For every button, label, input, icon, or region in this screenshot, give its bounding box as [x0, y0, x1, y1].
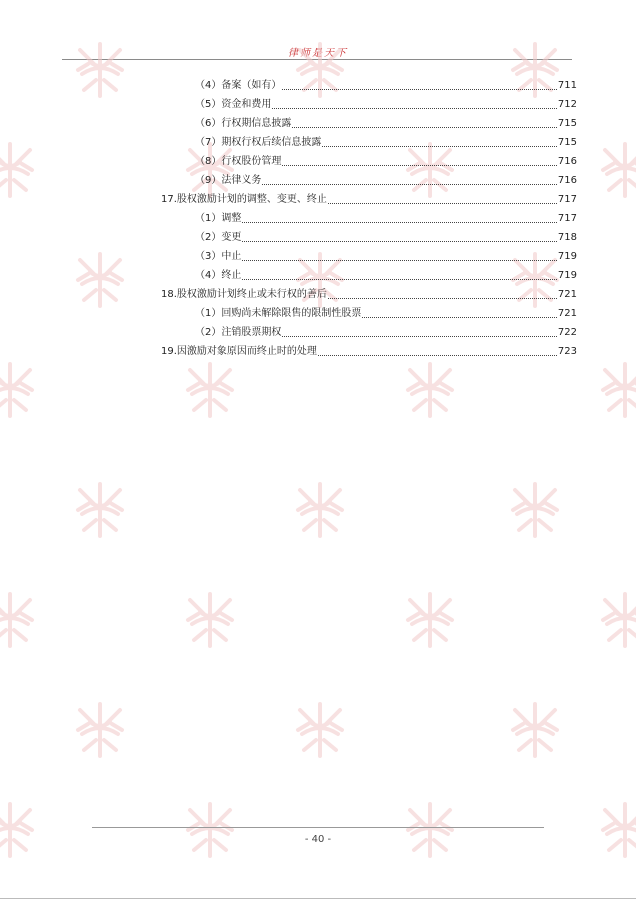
toc-entry-label: （2）变更	[195, 232, 242, 243]
watermark-icon	[180, 360, 240, 420]
toc-entry-page: 721	[557, 308, 577, 319]
toc-entry-page: 711	[557, 80, 577, 91]
toc-entry[interactable]	[195, 97, 577, 111]
toc-entry-page: 715	[557, 137, 577, 148]
toc-entry[interactable]	[195, 249, 577, 263]
toc-entry[interactable]	[161, 344, 577, 358]
footer-rule	[92, 827, 544, 828]
toc-leader-dots	[242, 221, 557, 223]
watermark-icon	[400, 140, 460, 200]
watermark-icon	[0, 140, 40, 200]
toc-entry-page: 712	[557, 99, 577, 110]
toc-entry-label: （2）注销股票期权	[195, 327, 282, 338]
watermark-icon	[595, 360, 636, 420]
toc-leader-dots	[362, 316, 557, 318]
watermark-icon	[180, 800, 240, 860]
toc-entry-page: 719	[557, 251, 577, 262]
toc-entry[interactable]	[195, 230, 577, 244]
page-bottom-edge	[0, 898, 636, 899]
toc-entry-label: （7）期权行权后续信息披露	[195, 137, 322, 148]
toc-leader-dots	[328, 297, 557, 299]
toc-entry-page: 717	[557, 194, 577, 205]
watermark-icon	[0, 590, 40, 650]
watermark-icon	[400, 590, 460, 650]
header-logo: 律师是天下	[288, 48, 348, 59]
toc-entry-page: 721	[557, 289, 577, 300]
watermark-icon	[290, 480, 350, 540]
toc-leader-dots	[292, 126, 557, 128]
toc-entry-label: （4）终止	[195, 270, 242, 281]
watermark-icon	[180, 590, 240, 650]
toc-entry-label: （1）调整	[195, 213, 242, 224]
toc-entry-page: 715	[557, 118, 577, 129]
toc-entry-label: 17.股权激励计划的调整、变更、终止	[161, 194, 327, 205]
toc-entry[interactable]	[195, 135, 577, 149]
toc-entry-page: 723	[557, 346, 577, 357]
toc-entry-label: （6）行权期信息披露	[195, 118, 292, 129]
toc-leader-dots	[318, 354, 557, 356]
toc-entry-label: （3）中止	[195, 251, 242, 262]
watermark-icon	[595, 590, 636, 650]
watermark-icon	[595, 800, 636, 860]
toc-entry[interactable]	[161, 192, 577, 206]
toc-entry[interactable]	[195, 116, 577, 130]
toc-leader-dots	[322, 145, 557, 147]
header-rule	[62, 59, 572, 60]
toc-leader-dots	[282, 335, 557, 337]
page-number: - 40 -	[304, 834, 332, 845]
toc-leader-dots	[282, 88, 557, 90]
toc-entry[interactable]	[195, 268, 577, 282]
toc-entry[interactable]	[195, 173, 577, 187]
watermark-icon	[0, 360, 40, 420]
toc-entry-page: 718	[557, 232, 577, 243]
toc-entry-page: 716	[557, 175, 577, 186]
toc-entry-label: （9）法律义务	[195, 175, 262, 186]
toc-entry[interactable]	[195, 78, 577, 92]
watermark-icon	[505, 700, 565, 760]
toc-leader-dots	[242, 259, 557, 261]
watermark-icon	[290, 700, 350, 760]
toc-entry-label: （4）备案（如有）	[195, 80, 282, 91]
toc-entry-label: 19.因激励对象原因而终止时的处理	[161, 346, 317, 357]
toc-entry-label: （5）资金和费用	[195, 99, 272, 110]
watermark-icon	[70, 700, 130, 760]
toc-entry-page: 716	[557, 156, 577, 167]
toc-entry-label: （1）回购尚未解除限售的限制性股票	[195, 308, 362, 319]
toc-entry-page: 717	[557, 213, 577, 224]
watermark-icon	[595, 140, 636, 200]
watermark-icon	[400, 800, 460, 860]
toc-leader-dots	[282, 164, 557, 166]
toc-leader-dots	[242, 240, 557, 242]
toc-entry-label: 18.股权激励计划终止或未行权的善后	[161, 289, 327, 300]
toc-entry-page: 722	[557, 327, 577, 338]
toc-entry[interactable]	[195, 306, 577, 320]
toc-entry[interactable]	[195, 211, 577, 225]
toc-entry[interactable]	[195, 325, 577, 339]
watermark-icon	[70, 480, 130, 540]
toc-entry[interactable]	[161, 287, 577, 301]
toc-leader-dots	[242, 278, 557, 280]
toc-entry-label: （8）行权股份管理	[195, 156, 282, 167]
watermark-icon	[0, 800, 40, 860]
watermark-icon	[505, 480, 565, 540]
watermark-icon	[70, 250, 130, 310]
watermark-icon	[400, 360, 460, 420]
watermark-icon	[180, 140, 240, 200]
toc-entry[interactable]	[195, 154, 577, 168]
toc-leader-dots	[262, 183, 557, 185]
toc-entry-page: 719	[557, 270, 577, 281]
toc-leader-dots	[328, 202, 557, 204]
toc-leader-dots	[272, 107, 557, 109]
